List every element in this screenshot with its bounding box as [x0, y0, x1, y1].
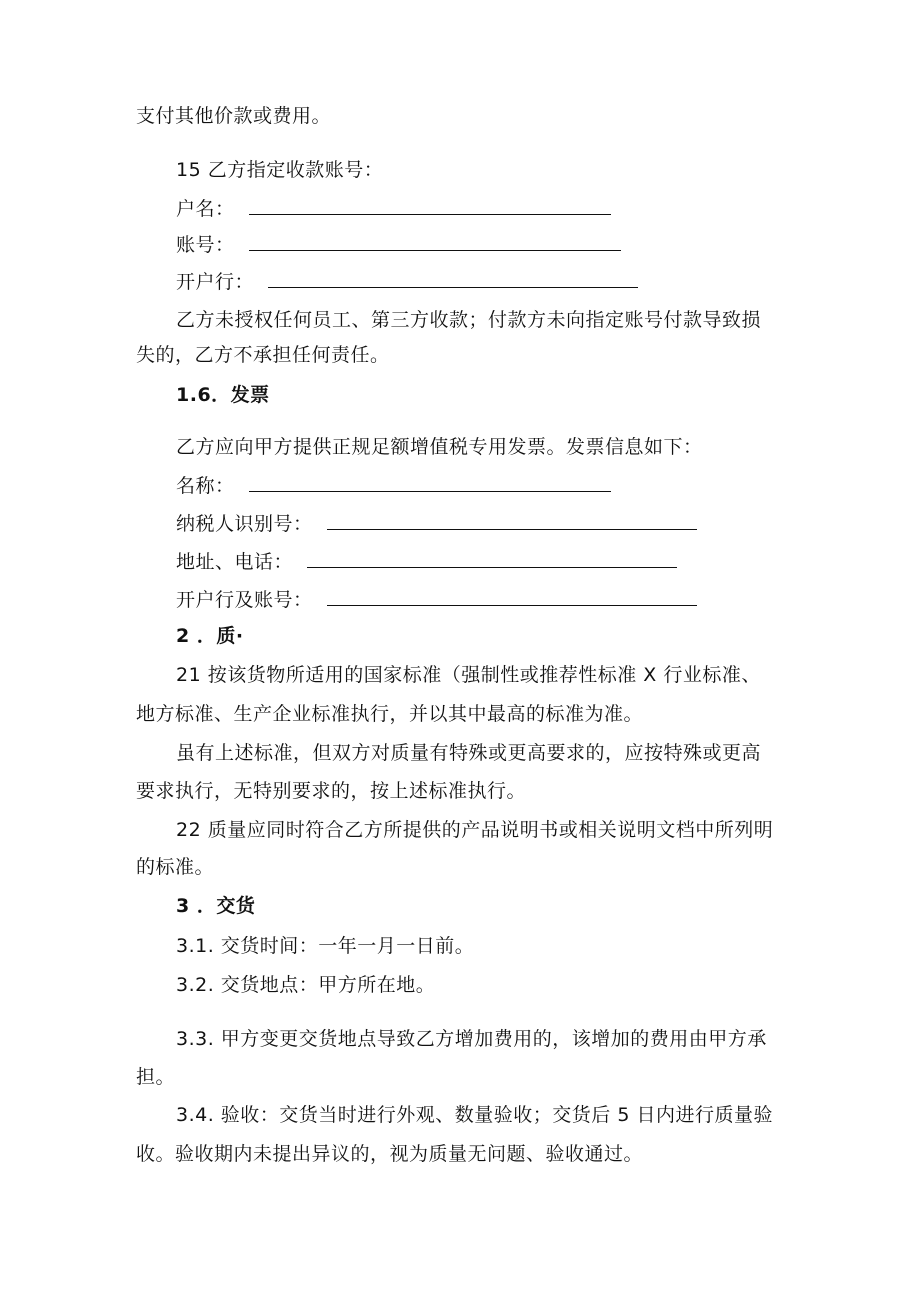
- text-line: 失的，乙方不承担任何责任。: [136, 344, 390, 366]
- text-line: 乙方应向甲方提供正规足额增值税专用发票。发票信息如下：: [176, 436, 703, 458]
- field-account-number: [176, 232, 621, 257]
- field-label: 名称：: [176, 475, 235, 497]
- text-line: 22 质量应同时符合乙方所提供的产品说明书或相关说明文档中所列明: [176, 819, 774, 841]
- section-heading-1-5: 15 乙方指定收款账号：: [176, 159, 384, 181]
- field-label: 开户行及账号：: [176, 589, 313, 611]
- text-line: 担。: [136, 1066, 176, 1088]
- heading-text: 3 ．交货: [176, 895, 256, 917]
- text-line: 的标准。: [136, 856, 215, 878]
- field-bank-account: [176, 587, 697, 612]
- blank-line: [249, 473, 611, 492]
- section-heading-2: [176, 624, 244, 648]
- field-label: 地址、电话：: [176, 551, 294, 573]
- text-line: 支付其他价款或费用。: [136, 105, 332, 127]
- text-line: 乙方未授权任何员工、第三方收款；付款方未向指定账号付款导致损: [176, 309, 762, 331]
- text-line: 3.4. 验收：交货当时进行外观、数量验收；交货后 5 日内进行质量验: [176, 1104, 773, 1126]
- text-line: 3.1. 交货时间：一年一月一日前。: [176, 935, 475, 957]
- text-line: 要求执行，无特别要求的，按上述标准执行。: [136, 780, 527, 802]
- text-line: 21 按该货物所适用的国家标准（强制性或推荐性标准 X 行业标准、: [176, 664, 761, 686]
- text-line: 3.2. 交货地点：甲方所在地。: [176, 974, 436, 996]
- field-label: 开户行：: [176, 271, 255, 293]
- section-heading-1-6: [176, 383, 270, 407]
- text-line: 收。验收期内未提出异议的，视为质量无问题、验收通过。: [136, 1143, 644, 1165]
- field-address-phone: [176, 549, 677, 574]
- text-line: 虽有上述标准，但双方对质量有特殊或更高要求的，应按特殊或更高: [176, 742, 762, 764]
- blank-line: [307, 549, 677, 568]
- field-account-name: [176, 196, 611, 221]
- blank-line: [268, 269, 638, 288]
- field-label: 户名：: [176, 198, 235, 220]
- field-label: 账号：: [176, 234, 235, 256]
- section-heading-3: [176, 894, 255, 918]
- blank-line: [249, 196, 611, 215]
- field-invoice-name: [176, 473, 611, 498]
- text-line: 3.3. 甲方变更交货地点导致乙方增加费用的，该增加的费用由甲方承: [176, 1028, 767, 1050]
- field-label: 纳税人识别号：: [176, 513, 313, 535]
- heading-text: 2 ．质·: [176, 625, 244, 647]
- field-bank: [176, 269, 638, 294]
- heading-text: 1.6．发票: [176, 384, 270, 406]
- blank-line: [327, 511, 697, 530]
- field-taxpayer-id: [176, 511, 697, 536]
- blank-line: [327, 587, 697, 606]
- text-line: 地方标准、生产企业标准执行，并以其中最高的标准为准。: [136, 703, 644, 725]
- blank-line: [249, 232, 621, 251]
